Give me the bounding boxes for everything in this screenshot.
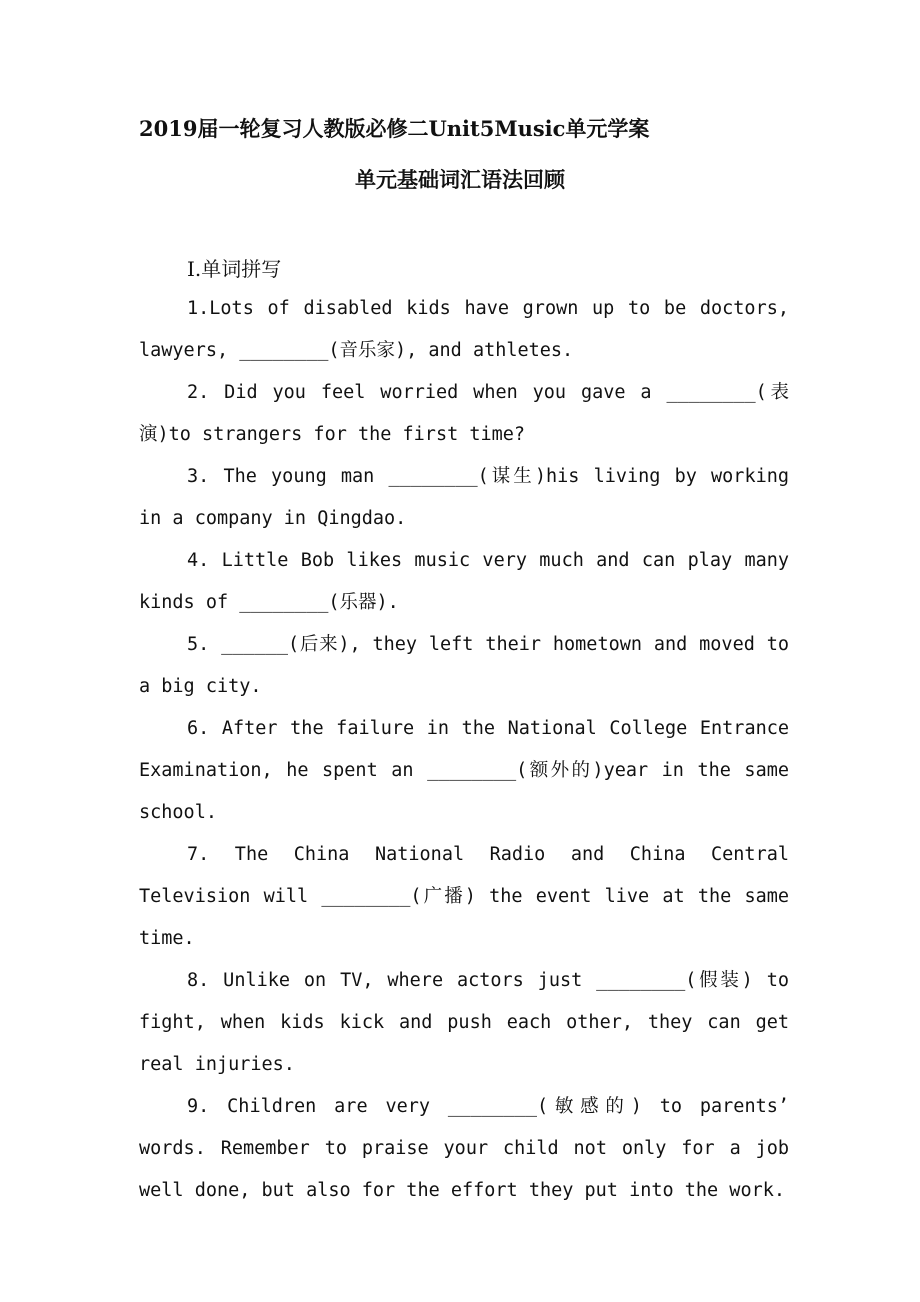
exercise-item-8: 8. Unlike on TV, where actors just ________(假装) to fight, when kids kick and push each other, they can get real injuries.: [139, 970, 789, 1075]
exercise-item-1: 1.Lots of disabled kids have grown up to be doctors, lawyers, ________(音乐家), and athletes.: [139, 298, 789, 361]
document-subtitle: 单元基础词汇语法回顾: [355, 167, 565, 192]
exercise-item-2: 2. Did you feel worried when you gave a ________(表演)to strangers for the first time?: [139, 382, 789, 445]
exercise-item-9: 9. Children are very ________(敏感的) to parents’ words. Remember to praise your child not only for a job well done, but also for the effort they put into the work.: [139, 1096, 789, 1201]
exercise-list: [139, 288, 789, 1212]
exercise-item-4: 4. Little Bob likes music very much and can play many kinds of ________(乐器).: [139, 550, 789, 613]
exercise-item-3: 3. The young man ________(谋生)his living by working in a company in Qingdao.: [139, 466, 789, 529]
exercise-item-6: 6. After the failure in the National College Entrance Examination, he spent an ________(额外的)year in the same school.: [139, 718, 789, 823]
section-heading: Ⅰ.单词拼写: [187, 257, 282, 281]
exercise-item-5: 5. ______(后来), they left their hometown and moved to a big city.: [139, 634, 789, 697]
document-title: 2019届一轮复习人教版必修二Unit5Music单元学案: [139, 116, 650, 141]
exercise-item-7: 7. The China National Radio and China Central Television will ________(广播) the event live at the same time.: [139, 844, 789, 949]
